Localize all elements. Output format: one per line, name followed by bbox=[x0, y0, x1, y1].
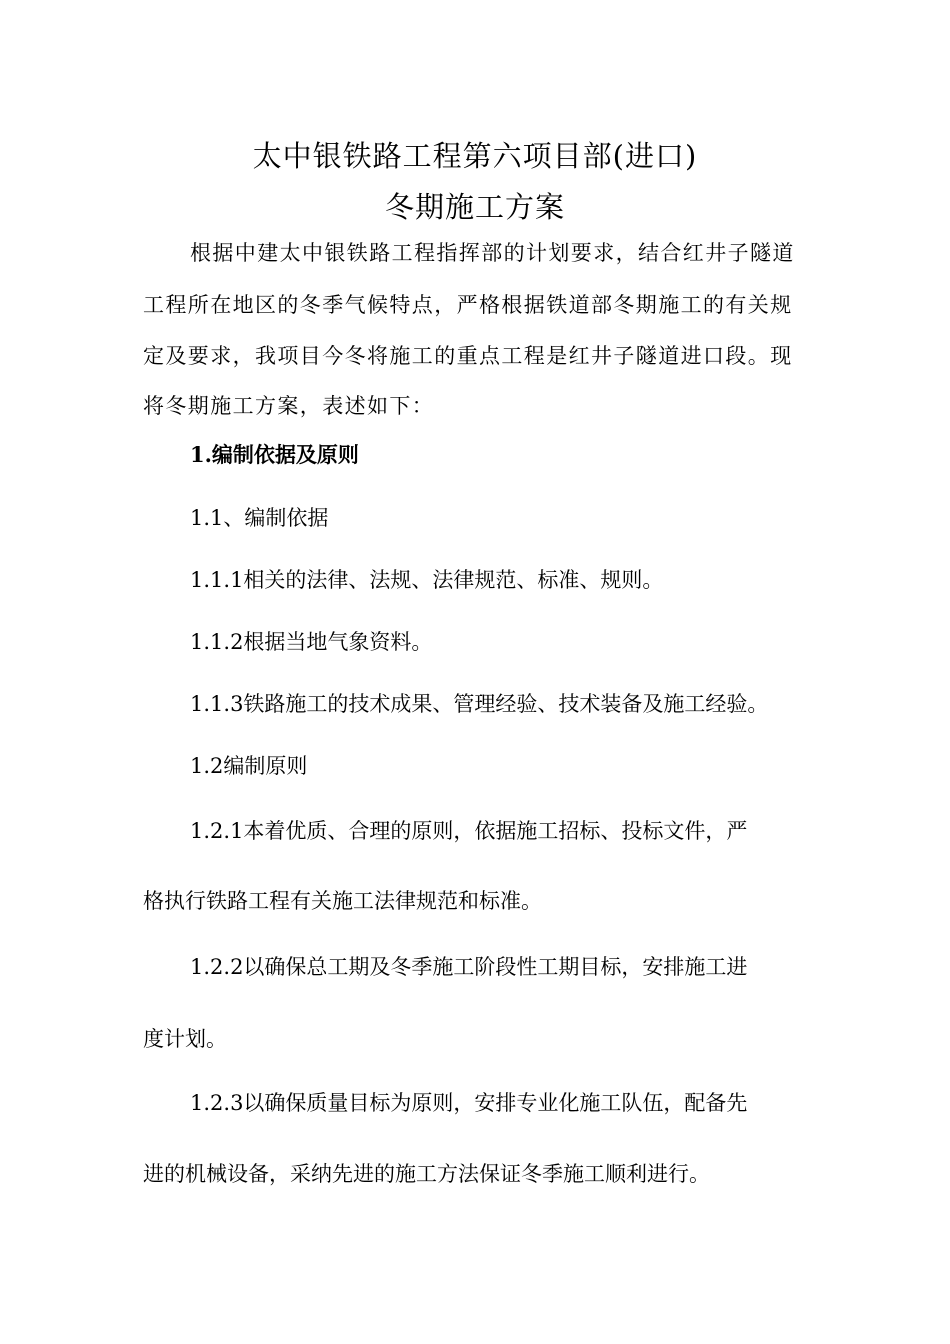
item-1-1-1: 1.1.1相关的法律、法规、法律规范、标准、规则。 bbox=[190, 568, 664, 592]
item-1-2-2-line-2: 度计划。 bbox=[143, 1027, 227, 1051]
item-1-2-3-line-1: 1.2.3以确保质量目标为原则，安排专业化施工队伍，配备先 bbox=[190, 1091, 748, 1115]
item-1-2-1-line-1: 1.2.1本着优质、合理的原则，依据施工招标、投标文件，严 bbox=[190, 819, 748, 843]
item-1-2-3-line-2: 进的机械设备，采纳先进的施工方法保证冬季施工顺利进行。 bbox=[143, 1162, 710, 1186]
document-subtitle: 冬期施工方案 bbox=[384, 190, 565, 224]
item-1-2-1-line-2: 格执行铁路工程有关施工法律规范和标准。 bbox=[143, 889, 542, 913]
intro-line-3: 定及要求，我项目今冬将施工的重点工程是红井子隧道进口段。现 bbox=[143, 344, 793, 368]
subsection-1-2: 1.2编制原则 bbox=[190, 754, 308, 778]
subsection-1-1: 1.1、编制依据 bbox=[190, 506, 329, 530]
section-heading: 1.编制依据及原则 bbox=[190, 442, 359, 467]
item-1-1-3: 1.1.3铁路施工的技术成果、管理经验、技术装备及施工经验。 bbox=[190, 692, 769, 716]
item-1-2-2-line-1: 1.2.2以确保总工期及冬季施工阶段性工期目标，安排施工进 bbox=[190, 955, 748, 979]
document-title: 太中银铁路工程第六项目部(进口) bbox=[252, 139, 698, 173]
intro-line-1: 根据中建太中银铁路工程指挥部的计划要求，结合红井子隧道 bbox=[190, 241, 795, 265]
intro-line-4: 将冬期施工方案，表述如下： bbox=[143, 394, 435, 418]
item-1-1-2: 1.1.2根据当地气象资料。 bbox=[190, 630, 433, 654]
intro-line-2: 工程所在地区的冬季气候特点，严格根据铁道部冬期施工的有关规 bbox=[143, 293, 793, 317]
